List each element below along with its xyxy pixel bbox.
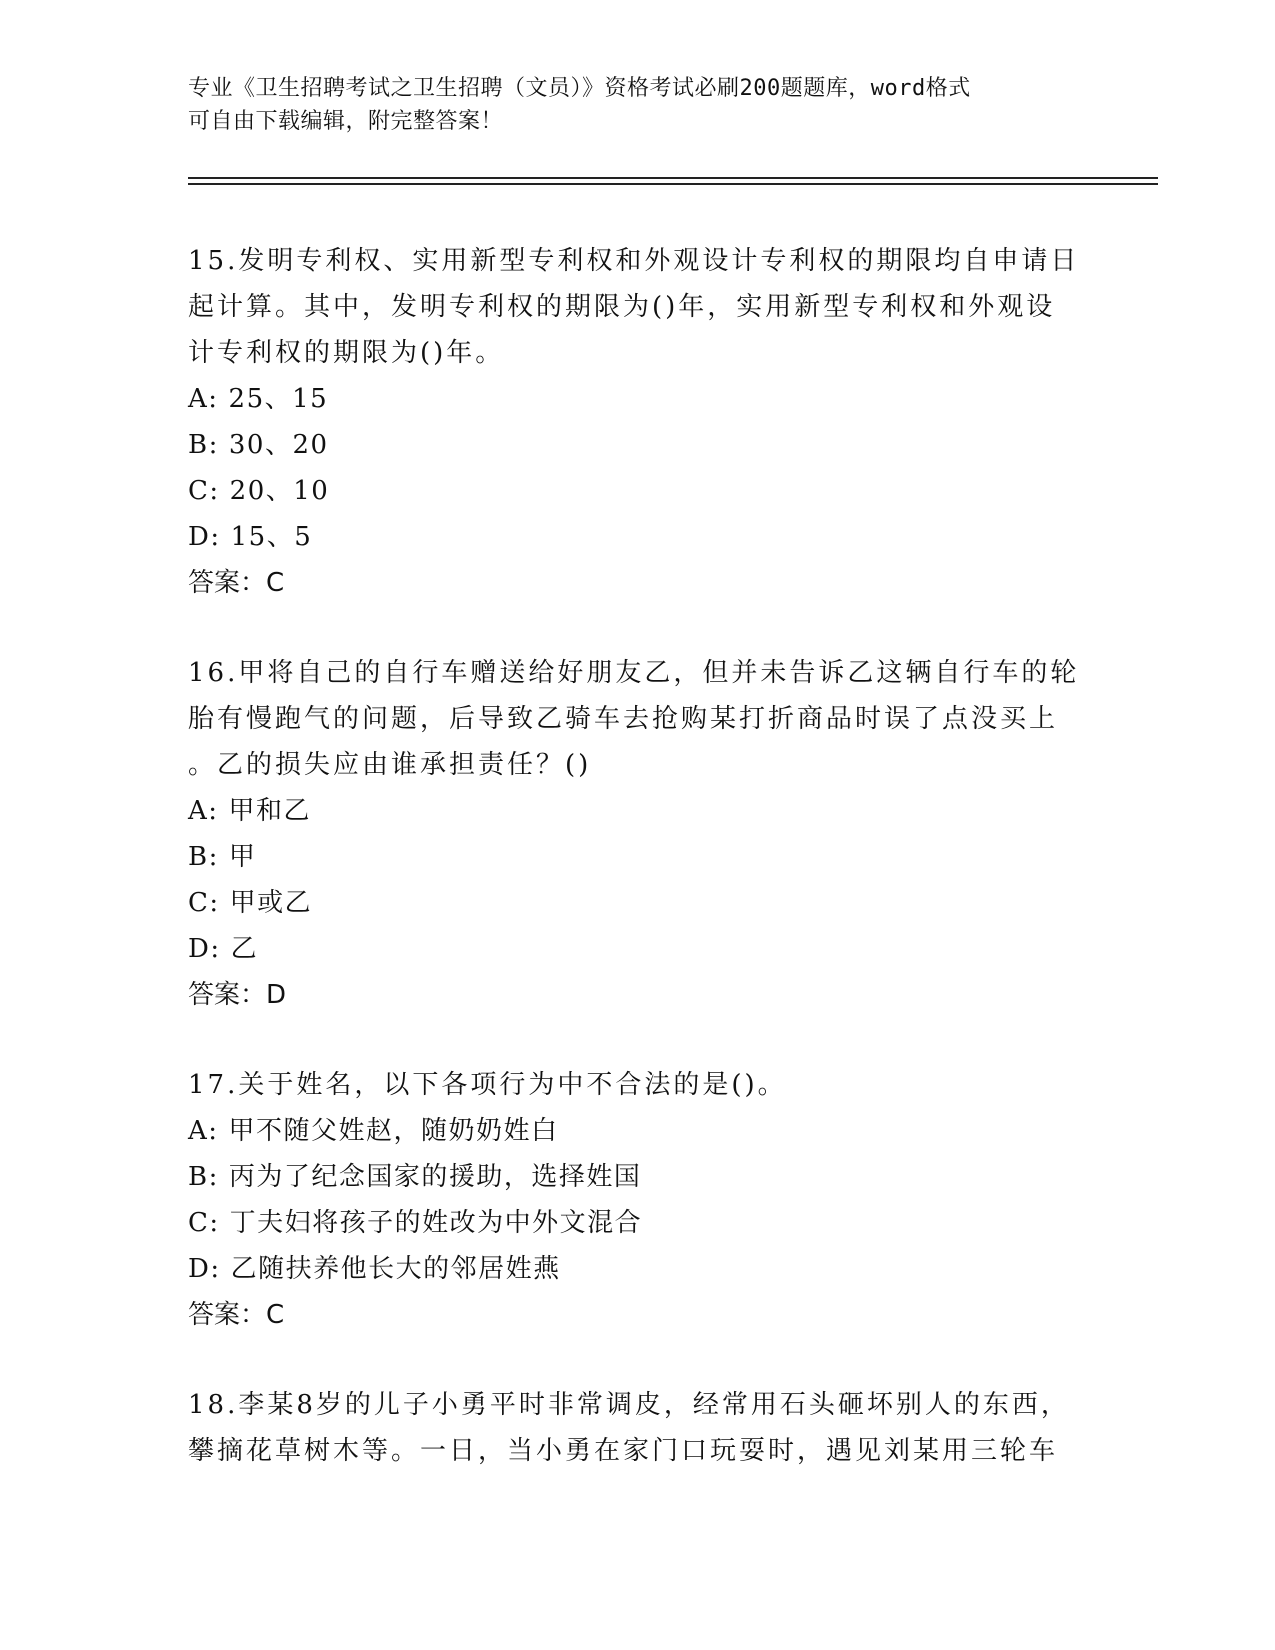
option-text: 乙随扶养他长大的邻居姓燕 xyxy=(230,1254,561,1284)
question-text-line: 。乙的损失应由谁承担责任？() xyxy=(188,750,592,780)
option-letter: B: xyxy=(188,1162,219,1192)
question-text-line: 攀摘花草树木等。一日，当小勇在家门口玩耍时，遇见刘某用三轮车 xyxy=(188,1436,1059,1466)
option-text: 甲和乙 xyxy=(228,796,312,826)
question-17 xyxy=(188,1062,1088,1338)
option-c xyxy=(188,1200,1088,1246)
answer-line: 答案：C xyxy=(188,568,285,598)
option-text: 丁夫妇将孩子的姓改为中外文混合 xyxy=(229,1208,643,1238)
option-letter: C: xyxy=(188,888,220,918)
option-letter: D: xyxy=(188,1254,221,1284)
question-text-line: 17.关于姓名，以下各项行为中不合法的是()。 xyxy=(188,1070,787,1100)
document-header xyxy=(188,72,1088,138)
option-text: 20、10 xyxy=(229,476,330,506)
option-text: 15、5 xyxy=(230,522,313,552)
option-c xyxy=(188,880,1088,926)
option-d xyxy=(188,926,1088,972)
option-letter: D: xyxy=(188,934,221,964)
option-a xyxy=(188,788,1088,834)
option-text: 甲不随父姓赵，随奶奶姓白 xyxy=(228,1116,559,1146)
option-text: 25、15 xyxy=(228,384,329,414)
option-letter: A: xyxy=(188,796,219,826)
question-text-line: 胎有慢跑气的问题，后导致乙骑车去抢购某打折商品时误了点没买上 xyxy=(188,704,1059,734)
option-letter: C: xyxy=(188,1208,220,1238)
header-line-2: 可自由下载编辑，附完整答案！ xyxy=(188,109,504,134)
question-18 xyxy=(188,1382,1088,1474)
option-a xyxy=(188,1108,1088,1154)
question-text-line: 18.李某8岁的儿子小勇平时非常调皮，经常用石头砸坏别人的东西， xyxy=(188,1390,1070,1420)
option-c xyxy=(188,468,1088,514)
option-b xyxy=(188,1154,1088,1200)
question-text-line: 起计算。其中，发明专利权的期限为()年，实用新型专利权和外观设 xyxy=(188,292,1056,322)
question-15 xyxy=(188,238,1088,606)
option-letter: D: xyxy=(188,522,221,552)
option-text: 乙 xyxy=(230,934,259,964)
option-b xyxy=(188,422,1088,468)
option-text: 丙为了纪念国家的援助，选择姓国 xyxy=(228,1162,642,1192)
option-d xyxy=(188,514,1088,560)
option-a xyxy=(188,376,1088,422)
question-text-line: 15.发明专利权、实用新型专利权和外观设计专利权的期限均自申请日 xyxy=(188,246,1080,276)
option-text: 甲或乙 xyxy=(229,888,313,918)
option-letter: B: xyxy=(188,842,219,872)
question-text-line: 16.甲将自己的自行车赠送给好朋友乙，但并未告诉乙这辆自行车的轮 xyxy=(188,658,1080,688)
question-16 xyxy=(188,650,1088,1018)
header-divider-bottom xyxy=(188,183,1158,185)
question-text-line: 计专利权的期限为()年。 xyxy=(188,338,505,368)
question-list xyxy=(188,238,1088,1474)
option-letter: C: xyxy=(188,476,220,506)
option-d xyxy=(188,1246,1088,1292)
answer-line: 答案：D xyxy=(188,980,287,1010)
option-letter: B: xyxy=(188,430,219,460)
option-letter: A: xyxy=(188,1116,219,1146)
answer-line: 答案：C xyxy=(188,1300,285,1330)
option-b xyxy=(188,834,1088,880)
option-text: 甲 xyxy=(228,842,257,872)
option-letter: A: xyxy=(188,384,219,414)
option-text: 30、20 xyxy=(228,430,329,460)
header-line-1: 专业《卫生招聘考试之卫生招聘（文员）》资格考试必刷200题题库，word格式 xyxy=(188,76,971,101)
header-divider-top xyxy=(188,177,1158,179)
